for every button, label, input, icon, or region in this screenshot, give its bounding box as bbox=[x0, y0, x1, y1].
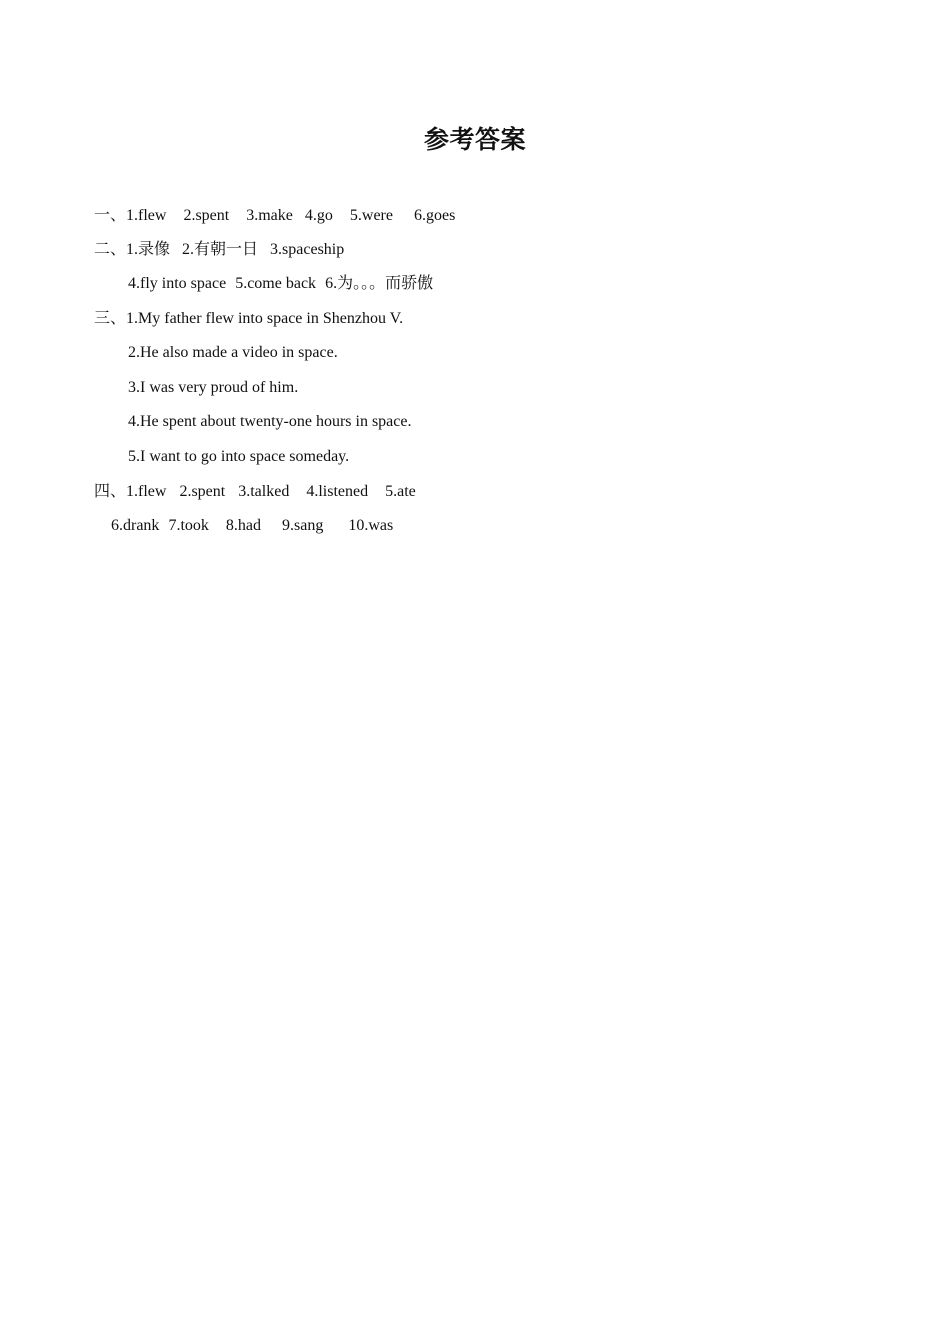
answer-item: 9.sang bbox=[282, 517, 324, 534]
answer-item: 5.I want to go into space someday. bbox=[128, 448, 350, 465]
answer-item: 6.drank bbox=[111, 517, 160, 534]
answer-item: 3.I was very proud of him. bbox=[128, 379, 299, 396]
section-marker: 二、 bbox=[94, 239, 127, 258]
answer-item: 1.flew bbox=[126, 207, 167, 224]
answer-item: 4.listened bbox=[306, 483, 369, 500]
answer-item: 7.took bbox=[168, 517, 209, 534]
answer-item: 5.were bbox=[349, 207, 393, 224]
section-marker: 一、 bbox=[94, 205, 127, 224]
answer-item: 6.为。。。而骄傲 bbox=[325, 275, 434, 292]
answer-item: 1.My father flew into space in Shenzhou V. bbox=[126, 310, 404, 327]
answer-item: 4.fly into space bbox=[128, 275, 227, 292]
answer-item: 4.go bbox=[304, 207, 333, 224]
answer-item: 3.talked bbox=[238, 483, 290, 500]
answer-item: 2.spent bbox=[183, 207, 230, 224]
page-title: 参考答案 bbox=[423, 125, 526, 154]
section-marker: 三、 bbox=[94, 308, 127, 327]
answer-item: 3.make bbox=[246, 207, 293, 224]
answer-item: 2.He also made a video in space. bbox=[128, 344, 338, 361]
answer-item: 4.He spent about twenty-one hours in space. bbox=[128, 413, 412, 430]
answer-item: 8.had bbox=[225, 517, 261, 534]
answer-item: 1.flew bbox=[126, 483, 167, 500]
answer-item: 1.录像 bbox=[126, 241, 171, 258]
answer-line bbox=[103, 493, 393, 537]
answer-item: 6.goes bbox=[413, 207, 456, 224]
answer-item: 5.ate bbox=[385, 483, 416, 500]
answer-item: 10.was bbox=[348, 517, 394, 534]
section-marker: 四、 bbox=[94, 481, 127, 500]
answer-item: 2.有朝一日 bbox=[182, 241, 259, 258]
answer-item: 2.spent bbox=[179, 483, 226, 500]
answer-item: 5.come back bbox=[235, 275, 317, 292]
answer-item: 3.spaceship bbox=[270, 241, 345, 258]
